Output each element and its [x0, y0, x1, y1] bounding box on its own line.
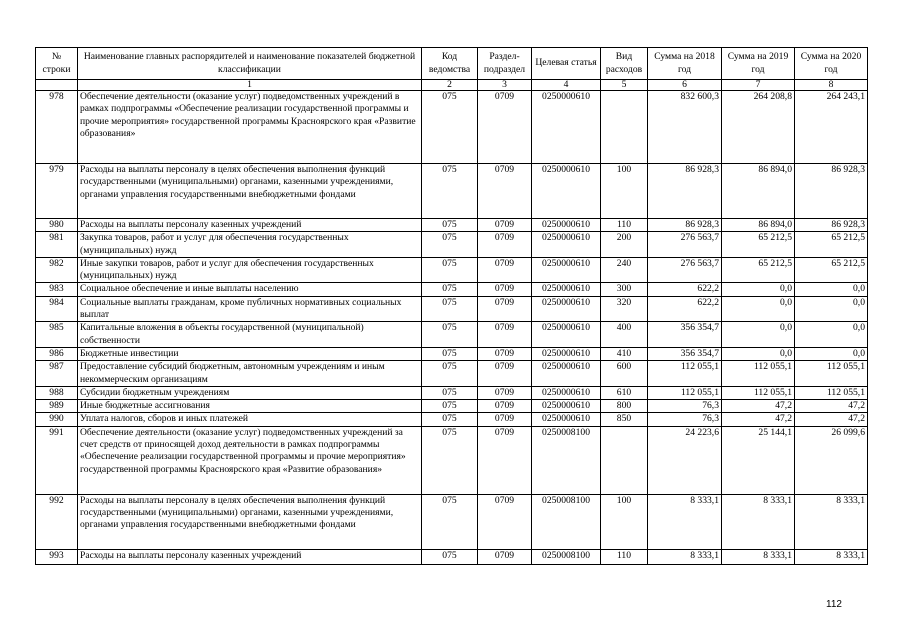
sum-2020: 112 055,1 — [795, 361, 868, 387]
row-name: Обеспечение деятельности (оказание услуг) подведомственных учреждений в рамках подпрограммы «Обеспечение реализации государственной программы и прочие мероприятия» государственной программы Красноярского края «Развитие образования» — [78, 91, 422, 164]
row-name: Субсидии бюджетным учреждениям — [78, 386, 422, 399]
header-sum-2018: Сумма на 2018 год — [648, 48, 722, 80]
section-code: 0709 — [478, 257, 532, 283]
column-number: 2 — [422, 80, 478, 91]
row-name: Расходы на выплаты персоналу в целях обеспечения выполнения функций государственными (муниципальными) органами, казенными учреждениями, органами управления государственными внебюджетными фондами — [78, 164, 422, 219]
section-code: 0709 — [478, 413, 532, 426]
department-code: 075 — [422, 494, 478, 549]
section-code: 0709 — [478, 283, 532, 296]
header-row — [36, 48, 868, 80]
target-article: 0250000610 — [532, 283, 601, 296]
target-article: 0250000610 — [532, 400, 601, 413]
section-code: 0709 — [478, 322, 532, 348]
column-number: 1 — [78, 80, 422, 91]
sum-2020: 86 928,3 — [795, 164, 868, 219]
sum-2019: 8 333,1 — [722, 549, 795, 564]
sum-2019: 112 055,1 — [722, 386, 795, 399]
expense-type: 610 — [601, 386, 648, 399]
target-article: 0250000610 — [532, 164, 601, 219]
header-row-number: № строки — [36, 48, 78, 80]
table-row — [36, 219, 868, 232]
sum-2019: 47,2 — [722, 400, 795, 413]
column-number: 8 — [795, 80, 868, 91]
row-number: 985 — [36, 322, 78, 348]
expense-type: 800 — [601, 400, 648, 413]
expense-type: 100 — [601, 164, 648, 219]
row-name: Социальные выплаты гражданам, кроме публичных нормативных социальных выплат — [78, 296, 422, 322]
sum-2020: 0,0 — [795, 296, 868, 322]
sum-2019: 264 208,8 — [722, 91, 795, 164]
department-code: 075 — [422, 400, 478, 413]
target-article: 0250000610 — [532, 413, 601, 426]
row-number: 988 — [36, 386, 78, 399]
table-row — [36, 400, 868, 413]
row-number: 979 — [36, 164, 78, 219]
row-number: 991 — [36, 426, 78, 494]
column-number: 4 — [532, 80, 601, 91]
section-code: 0709 — [478, 164, 532, 219]
table-row — [36, 232, 868, 258]
sum-2018: 356 354,7 — [648, 347, 722, 360]
table-row — [36, 257, 868, 283]
table-row — [36, 426, 868, 494]
row-number: 992 — [36, 494, 78, 549]
sum-2018: 276 563,7 — [648, 232, 722, 258]
column-number: 5 — [601, 80, 648, 91]
table-row — [36, 494, 868, 549]
table-header — [36, 48, 868, 91]
sum-2019: 0,0 — [722, 296, 795, 322]
sum-2018: 112 055,1 — [648, 361, 722, 387]
department-code: 075 — [422, 91, 478, 164]
column-number: 6 — [648, 80, 722, 91]
sum-2018: 86 928,3 — [648, 219, 722, 232]
row-number: 983 — [36, 283, 78, 296]
sum-2019: 86 894,0 — [722, 219, 795, 232]
target-article: 0250000610 — [532, 296, 601, 322]
target-article: 0250000610 — [532, 361, 601, 387]
sum-2020: 0,0 — [795, 322, 868, 348]
sum-2018: 356 354,7 — [648, 322, 722, 348]
row-name: Иные закупки товаров, работ и услуг для обеспечения государственных (муниципальных) нужд — [78, 257, 422, 283]
target-article: 0250000610 — [532, 322, 601, 348]
sum-2018: 24 223,6 — [648, 426, 722, 494]
department-code: 075 — [422, 361, 478, 387]
expense-type: 600 — [601, 361, 648, 387]
sum-2020: 112 055,1 — [795, 386, 868, 399]
expense-type: 300 — [601, 283, 648, 296]
table-row — [36, 296, 868, 322]
row-name: Бюджетные инвестиции — [78, 347, 422, 360]
target-article: 0250008100 — [532, 549, 601, 564]
sum-2020: 8 333,1 — [795, 494, 868, 549]
department-code: 075 — [422, 257, 478, 283]
sum-2020: 0,0 — [795, 283, 868, 296]
section-code: 0709 — [478, 347, 532, 360]
target-article: 0250000610 — [532, 219, 601, 232]
header-sum-2020: Сумма на 2020 год — [795, 48, 868, 80]
expense-type: 320 — [601, 296, 648, 322]
row-number: 981 — [36, 232, 78, 258]
section-code: 0709 — [478, 91, 532, 164]
section-code: 0709 — [478, 219, 532, 232]
department-code: 075 — [422, 296, 478, 322]
row-name: Социальное обеспечение и иные выплаты населению — [78, 283, 422, 296]
target-article: 0250000610 — [532, 91, 601, 164]
sum-2020: 86 928,3 — [795, 219, 868, 232]
table-row — [36, 283, 868, 296]
row-name: Иные бюджетные ассигнования — [78, 400, 422, 413]
target-article: 0250000610 — [532, 232, 601, 258]
department-code: 075 — [422, 322, 478, 348]
row-name: Расходы на выплаты персоналу в целях обеспечения выполнения функций государственными (муниципальными) органами, казенными учреждениями, органами управления государственными внебюджетными фондами — [78, 494, 422, 549]
sum-2020: 65 212,5 — [795, 257, 868, 283]
expense-type: 100 — [601, 494, 648, 549]
department-code: 075 — [422, 386, 478, 399]
row-number: 989 — [36, 400, 78, 413]
sum-2018: 112 055,1 — [648, 386, 722, 399]
sum-2018: 8 333,1 — [648, 494, 722, 549]
column-number-row — [36, 80, 868, 91]
row-name: Уплата налогов, сборов и иных платежей — [78, 413, 422, 426]
table-row — [36, 91, 868, 164]
expense-type: 400 — [601, 322, 648, 348]
section-code: 0709 — [478, 296, 532, 322]
row-name: Расходы на выплаты персоналу казенных учреждений — [78, 219, 422, 232]
sum-2018: 832 600,3 — [648, 91, 722, 164]
row-name: Закупка товаров, работ и услуг для обеспечения государственных (муниципальных) нужд — [78, 232, 422, 258]
table-row — [36, 322, 868, 348]
sum-2019: 25 144,1 — [722, 426, 795, 494]
header-target-article: Целевая статья — [532, 48, 601, 80]
page-number: 112 — [826, 599, 842, 610]
section-code: 0709 — [478, 494, 532, 549]
target-article: 0250000610 — [532, 386, 601, 399]
sum-2019: 112 055,1 — [722, 361, 795, 387]
expense-type: 240 — [601, 257, 648, 283]
sum-2018: 622,2 — [648, 296, 722, 322]
sum-2020: 0,0 — [795, 347, 868, 360]
expense-type — [601, 91, 648, 164]
section-code: 0709 — [478, 549, 532, 564]
target-article: 0250008100 — [532, 426, 601, 494]
row-name: Капитальные вложения в объекты государственной (муниципальной) собственности — [78, 322, 422, 348]
column-number: 3 — [478, 80, 532, 91]
budget-table — [35, 47, 868, 565]
header-section: Раздел-подраздел — [478, 48, 532, 80]
expense-type: 110 — [601, 549, 648, 564]
sum-2020: 26 099,6 — [795, 426, 868, 494]
row-name: Обеспечение деятельности (оказание услуг) подведомственных учреждений за счет средств от приносящей доход деятельности в рамках подпрограммы «Обеспечение реализации государственной программы и прочие мероприятия» государственной программы Красноярского края «Развитие образования» — [78, 426, 422, 494]
section-code: 0709 — [478, 361, 532, 387]
target-article: 0250000610 — [532, 347, 601, 360]
sum-2020: 264 243,1 — [795, 91, 868, 164]
table-row — [36, 413, 868, 426]
sum-2019: 47,2 — [722, 413, 795, 426]
expense-type: 410 — [601, 347, 648, 360]
header-expense-type: Вид расходов — [601, 48, 648, 80]
column-number: 7 — [722, 80, 795, 91]
column-number — [36, 80, 78, 91]
sum-2018: 622,2 — [648, 283, 722, 296]
sum-2019: 0,0 — [722, 283, 795, 296]
row-number: 993 — [36, 549, 78, 564]
department-code: 075 — [422, 164, 478, 219]
sum-2020: 65 212,5 — [795, 232, 868, 258]
sum-2018: 8 333,1 — [648, 549, 722, 564]
section-code: 0709 — [478, 386, 532, 399]
department-code: 075 — [422, 426, 478, 494]
header-name: Наименование главных распорядителей и наименование показателей бюджетной классификации — [78, 48, 422, 80]
section-code: 0709 — [478, 400, 532, 413]
header-sum-2019: Сумма на 2019 год — [722, 48, 795, 80]
sum-2018: 76,3 — [648, 413, 722, 426]
department-code: 075 — [422, 549, 478, 564]
header-department-code: Код ведомства — [422, 48, 478, 80]
table-row — [36, 361, 868, 387]
sum-2019: 0,0 — [722, 322, 795, 348]
target-article: 0250008100 — [532, 494, 601, 549]
expense-type: 110 — [601, 219, 648, 232]
section-code: 0709 — [478, 232, 532, 258]
sum-2019: 65 212,5 — [722, 257, 795, 283]
department-code: 075 — [422, 413, 478, 426]
row-name: Расходы на выплаты персоналу казенных учреждений — [78, 549, 422, 564]
table-row — [36, 549, 868, 564]
row-number: 984 — [36, 296, 78, 322]
table-row — [36, 347, 868, 360]
row-name: Предоставление субсидий бюджетным, автономным учреждениям и иным некоммерческим организациям — [78, 361, 422, 387]
row-number: 978 — [36, 91, 78, 164]
row-number: 982 — [36, 257, 78, 283]
table-row — [36, 164, 868, 219]
sum-2020: 47,2 — [795, 413, 868, 426]
row-number: 980 — [36, 219, 78, 232]
sum-2018: 76,3 — [648, 400, 722, 413]
department-code: 075 — [422, 232, 478, 258]
sum-2018: 86 928,3 — [648, 164, 722, 219]
row-number: 990 — [36, 413, 78, 426]
expense-type — [601, 426, 648, 494]
row-number: 986 — [36, 347, 78, 360]
expense-type: 200 — [601, 232, 648, 258]
expense-type: 850 — [601, 413, 648, 426]
table-row — [36, 386, 868, 399]
sum-2018: 276 563,7 — [648, 257, 722, 283]
sum-2020: 8 333,1 — [795, 549, 868, 564]
department-code: 075 — [422, 283, 478, 296]
sum-2019: 8 333,1 — [722, 494, 795, 549]
sum-2019: 0,0 — [722, 347, 795, 360]
row-number: 987 — [36, 361, 78, 387]
sum-2019: 86 894,0 — [722, 164, 795, 219]
target-article: 0250000610 — [532, 257, 601, 283]
sum-2019: 65 212,5 — [722, 232, 795, 258]
department-code: 075 — [422, 219, 478, 232]
section-code: 0709 — [478, 426, 532, 494]
department-code: 075 — [422, 347, 478, 360]
table-body — [36, 91, 868, 565]
sum-2020: 47,2 — [795, 400, 868, 413]
